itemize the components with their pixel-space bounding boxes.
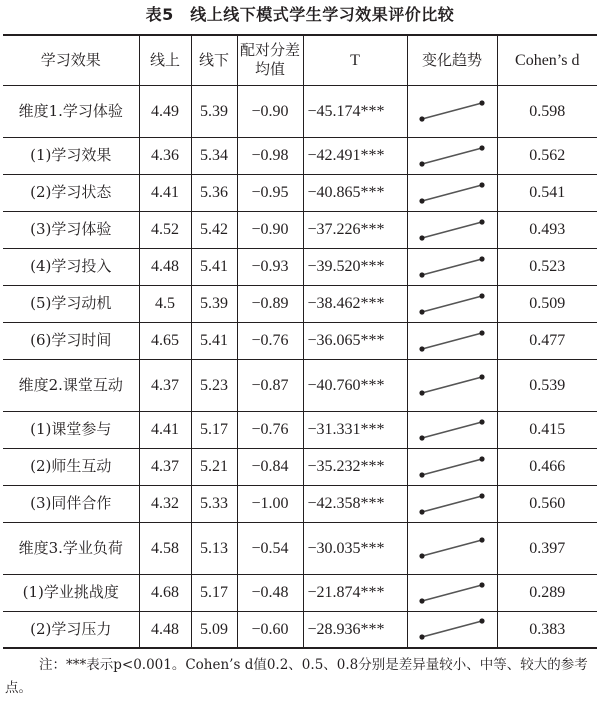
paired-diff-value: −0.90	[237, 211, 303, 248]
row-name: (4)学习投入	[3, 248, 139, 285]
table-row	[3, 211, 597, 248]
cohen-d-value: 0.541	[497, 174, 597, 211]
trend-cell	[407, 611, 497, 648]
online-value: 4.41	[139, 174, 191, 211]
row-name: (2)学习状态	[3, 174, 139, 211]
paired-diff-value: −0.48	[237, 574, 303, 611]
paired-diff-value: −0.84	[237, 448, 303, 485]
trend-cell	[407, 174, 497, 211]
row-name: 维度3.学业负荷	[3, 522, 139, 574]
offline-value: 5.23	[191, 359, 237, 411]
trend-cell	[407, 137, 497, 174]
offline-value: 5.39	[191, 85, 237, 137]
offline-value: 5.09	[191, 611, 237, 648]
header-cohen: Cohen’s d	[497, 35, 597, 85]
header-paired-diff: 配对分差均值	[237, 35, 303, 85]
paired-diff-value: −0.95	[237, 174, 303, 211]
header-t: T	[303, 35, 407, 85]
cohen-d-value: 0.539	[497, 359, 597, 411]
t-value: −28.936***	[303, 611, 407, 648]
trend-line-icon	[416, 327, 488, 355]
table-row	[3, 574, 597, 611]
table-row	[3, 174, 597, 211]
cohen-d-value: 0.415	[497, 411, 597, 448]
table-row	[3, 85, 597, 137]
paired-diff-value: −0.90	[237, 85, 303, 137]
online-value: 4.52	[139, 211, 191, 248]
trend-cell	[407, 359, 497, 411]
table-row	[3, 448, 597, 485]
online-value: 4.36	[139, 137, 191, 174]
t-value: −35.232***	[303, 448, 407, 485]
trend-line-icon	[416, 253, 488, 281]
header-offline: 线下	[191, 35, 237, 85]
row-name: (2)师生互动	[3, 448, 139, 485]
trend-cell	[407, 285, 497, 322]
trend-cell	[407, 411, 497, 448]
trend-line-icon	[416, 416, 488, 444]
cohen-d-value: 0.509	[497, 285, 597, 322]
cohen-d-value: 0.466	[497, 448, 597, 485]
paired-diff-value: −0.54	[237, 522, 303, 574]
header-online: 线上	[139, 35, 191, 85]
row-name: (1)学习效果	[3, 137, 139, 174]
paired-diff-value: −0.89	[237, 285, 303, 322]
table-note: 注：***表示p<0.001。Cohen’s d值0.2、0.5、0.8分别是差异量较小、中等、较大的参考点。	[5, 657, 588, 696]
trend-line-icon	[416, 371, 488, 399]
cohen-d-value: 0.397	[497, 522, 597, 574]
cohen-d-value: 0.560	[497, 485, 597, 522]
online-value: 4.48	[139, 611, 191, 648]
online-value: 4.32	[139, 485, 191, 522]
row-name: (6)学习时间	[3, 322, 139, 359]
table-row	[3, 611, 597, 648]
header-row	[3, 35, 597, 85]
offline-value: 5.13	[191, 522, 237, 574]
paired-diff-value: −1.00	[237, 485, 303, 522]
online-value: 4.5	[139, 285, 191, 322]
table-body	[3, 85, 597, 648]
trend-cell	[407, 322, 497, 359]
cohen-d-value: 0.598	[497, 85, 597, 137]
row-name: (5)学习动机	[3, 285, 139, 322]
table-row	[3, 411, 597, 448]
paired-diff-value: −0.87	[237, 359, 303, 411]
offline-value: 5.17	[191, 574, 237, 611]
cohen-d-value: 0.523	[497, 248, 597, 285]
online-value: 4.41	[139, 411, 191, 448]
offline-value: 5.42	[191, 211, 237, 248]
trend-cell	[407, 448, 497, 485]
paired-diff-value: −0.60	[237, 611, 303, 648]
trend-line-icon	[416, 579, 488, 607]
offline-value: 5.39	[191, 285, 237, 322]
t-value: −37.226***	[303, 211, 407, 248]
table-row	[3, 359, 597, 411]
trend-cell	[407, 522, 497, 574]
cohen-d-value: 0.477	[497, 322, 597, 359]
paired-diff-value: −0.76	[237, 322, 303, 359]
table-row	[3, 137, 597, 174]
row-name: 维度1.学习体验	[3, 85, 139, 137]
offline-value: 5.36	[191, 174, 237, 211]
trend-line-icon	[416, 453, 488, 481]
trend-line-icon	[416, 490, 488, 518]
t-value: −42.491***	[303, 137, 407, 174]
paired-diff-value: −0.98	[237, 137, 303, 174]
effect-comparison-table	[3, 34, 597, 649]
trend-cell	[407, 248, 497, 285]
online-value: 4.48	[139, 248, 191, 285]
trend-line-icon	[416, 615, 488, 643]
offline-value: 5.34	[191, 137, 237, 174]
table-row	[3, 285, 597, 322]
t-value: −45.174***	[303, 85, 407, 137]
offline-value: 5.41	[191, 248, 237, 285]
trend-line-icon	[416, 179, 488, 207]
t-value: −40.760***	[303, 359, 407, 411]
t-value: −38.462***	[303, 285, 407, 322]
trend-line-icon	[416, 216, 488, 244]
row-name: (1)学业挑战度	[3, 574, 139, 611]
table-row	[3, 248, 597, 285]
online-value: 4.58	[139, 522, 191, 574]
t-value: −31.331***	[303, 411, 407, 448]
table-title: 表5 线上线下模式学生学习效果评价比较	[145, 5, 455, 24]
row-name: (1)课堂参与	[3, 411, 139, 448]
cohen-d-value: 0.562	[497, 137, 597, 174]
offline-value: 5.17	[191, 411, 237, 448]
row-name: (2)学习压力	[3, 611, 139, 648]
online-value: 4.49	[139, 85, 191, 137]
offline-value: 5.33	[191, 485, 237, 522]
t-value: −36.065***	[303, 322, 407, 359]
t-value: −30.035***	[303, 522, 407, 574]
t-value: −40.865***	[303, 174, 407, 211]
table-row	[3, 322, 597, 359]
trend-cell	[407, 485, 497, 522]
row-name: 维度2.课堂互动	[3, 359, 139, 411]
row-name: (3)同伴合作	[3, 485, 139, 522]
offline-value: 5.41	[191, 322, 237, 359]
t-value: −42.358***	[303, 485, 407, 522]
trend-cell	[407, 85, 497, 137]
trend-cell	[407, 574, 497, 611]
row-name: (3)学习体验	[3, 211, 139, 248]
trend-line-icon	[416, 534, 488, 562]
online-value: 4.37	[139, 359, 191, 411]
t-value: −39.520***	[303, 248, 407, 285]
header-trend: 变化趋势	[407, 35, 497, 85]
table-row	[3, 485, 597, 522]
t-value: −21.874***	[303, 574, 407, 611]
online-value: 4.68	[139, 574, 191, 611]
trend-cell	[407, 211, 497, 248]
trend-line-icon	[416, 142, 488, 170]
cohen-d-value: 0.289	[497, 574, 597, 611]
trend-line-icon	[416, 290, 488, 318]
paired-diff-value: −0.93	[237, 248, 303, 285]
trend-line-icon	[416, 97, 488, 125]
table-row	[3, 522, 597, 574]
online-value: 4.37	[139, 448, 191, 485]
cohen-d-value: 0.493	[497, 211, 597, 248]
offline-value: 5.21	[191, 448, 237, 485]
paired-diff-value: −0.76	[237, 411, 303, 448]
cohen-d-value: 0.383	[497, 611, 597, 648]
online-value: 4.65	[139, 322, 191, 359]
header-effect: 学习效果	[3, 35, 139, 85]
